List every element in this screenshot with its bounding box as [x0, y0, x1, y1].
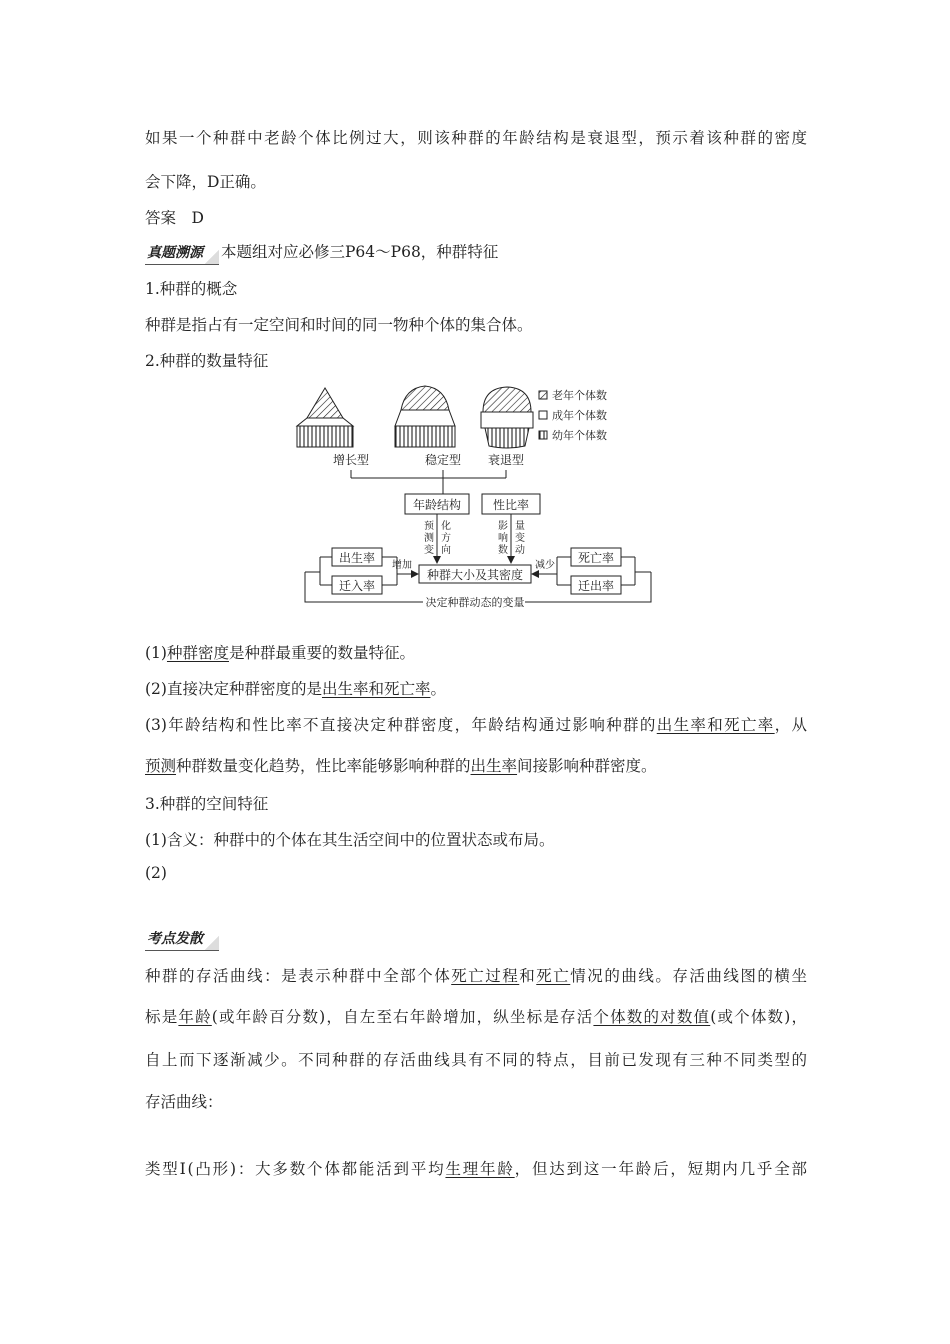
- vtext-4c: 动: [515, 545, 525, 556]
- text: 种群的存活曲线：是表示种群中全部个体: [145, 967, 452, 985]
- legend: [539, 388, 607, 442]
- text: ，但达到这一年龄后，短期内几乎全部: [514, 1160, 807, 1178]
- section-tag: 真题溯源: [145, 242, 219, 265]
- center-label: 种群大小及其密度: [426, 568, 524, 582]
- paragraph-line: [145, 1005, 807, 1027]
- paragraph-line: 存活曲线：: [145, 1093, 223, 1111]
- vtext-1c: 变: [424, 545, 434, 556]
- vtext-4: 量: [515, 521, 525, 532]
- text: (或个体数)，: [710, 1008, 807, 1026]
- text: (1): [145, 644, 167, 662]
- paragraph-line: 自上而下逐渐减少。不同种群的存活曲线具有不同的特点，目前已发现有三种不同类型的: [145, 1051, 807, 1069]
- point-1: [145, 641, 415, 663]
- text: 类型Ⅰ(凸形)：大多数个体都能活到平均: [145, 1160, 446, 1178]
- section-tag: 考点发散: [145, 928, 219, 951]
- section-title: 2.种群的数量特征: [145, 352, 269, 370]
- bottom-label: 决定种群动态的变量: [425, 596, 525, 609]
- underlined-term: 生理年龄: [445, 1160, 515, 1178]
- point-2: [145, 677, 446, 699]
- paragraph-line: 如果一个种群中老龄个体比例过大，则该种群的年龄结构是衰退型，预示着该种群的密度: [145, 129, 807, 147]
- immigration-label: 迁入率: [338, 579, 376, 593]
- text: 是种群最重要的数量特征。: [228, 644, 415, 662]
- section-title: 3.种群的空间特征: [145, 795, 269, 813]
- age-structure-label: 年龄结构: [412, 498, 462, 512]
- text: ，从: [774, 716, 807, 734]
- section-title: 1.种群的概念: [145, 280, 238, 298]
- underlined-term: 死亡: [536, 967, 571, 985]
- point-3-cont: [145, 754, 657, 776]
- paragraph-line: 会下降，D正确。: [145, 173, 266, 191]
- answer: 答案 D: [145, 209, 204, 227]
- text: (或年龄百分数)，自左至右年龄增加，纵坐标是存活: [211, 1008, 594, 1026]
- vtext-4b: 变: [515, 533, 525, 544]
- underlined-term: 死亡过程: [451, 967, 520, 985]
- paragraph-line: (1)含义：种群中的个体在其生活空间中的位置状态或布局。: [145, 831, 555, 849]
- point-3: [145, 713, 807, 735]
- underlined-term: 预测: [145, 757, 177, 775]
- vtext-1: 预: [424, 521, 434, 532]
- decline-pyramid-icon: [481, 387, 533, 448]
- text: 情况的曲线。存活曲线图的横坐: [570, 967, 807, 985]
- text: 和: [519, 967, 537, 985]
- vtext-3c: 数: [498, 545, 508, 556]
- text: 间接影响种群密度。: [517, 757, 657, 775]
- legend-old: 老年个体数: [552, 389, 607, 402]
- sex-ratio-label: 性比率: [492, 498, 530, 512]
- underlined-term: 种群密度: [166, 644, 229, 662]
- label-growth: 增长型: [332, 453, 370, 467]
- decrease-label: 减少: [535, 560, 555, 571]
- vtext-1b: 测: [424, 533, 434, 544]
- paragraph-line: (2): [145, 864, 167, 882]
- vtext-2c: 向: [441, 545, 451, 556]
- text: (3)年龄结构和性比率不直接决定种群密度，年龄结构通过影响种群的: [145, 716, 657, 734]
- increase-label: 增加: [392, 560, 412, 571]
- emigration-label: 迁出率: [577, 579, 615, 593]
- underlined-term: 出生率和死亡率: [321, 680, 431, 698]
- text: 种群数量变化趋势，性比率能够影响种群的: [176, 757, 471, 775]
- source-line: [145, 240, 498, 265]
- paragraph-line: 种群是指占有一定空间和时间的同一物种个体的集合体。: [145, 316, 533, 334]
- population-diagram: [295, 382, 665, 610]
- growth-pyramid-icon: [297, 388, 353, 447]
- point-tag-line: [145, 928, 221, 951]
- text: 标是: [145, 1008, 179, 1026]
- underlined-term: 个体数的对数值: [593, 1008, 711, 1026]
- vtext-2b: 方: [441, 533, 451, 544]
- label-decline: 衰退型: [487, 453, 525, 467]
- vtext-3: 影: [498, 521, 508, 532]
- vtext-2: 化: [441, 521, 451, 532]
- death-rate-label: 死亡率: [577, 551, 615, 565]
- paragraph-line: [145, 964, 807, 986]
- legend-adult: 成年个体数: [552, 409, 607, 422]
- underlined-term: 出生率和死亡率: [656, 716, 775, 734]
- underlined-term: 出生率: [470, 757, 518, 775]
- label-stable: 稳定型: [424, 453, 462, 467]
- birth-rate-label: 出生率: [338, 551, 376, 565]
- underlined-term: 年龄: [178, 1008, 212, 1026]
- source-text: 本题组对应必修三P64～P68，种群特征: [221, 243, 499, 261]
- paragraph-line: [145, 1157, 807, 1179]
- text: 。: [430, 680, 446, 698]
- legend-young: 幼年个体数: [552, 429, 607, 442]
- stable-pyramid-icon: [395, 386, 455, 447]
- text: (2)直接决定种群密度的是: [145, 680, 322, 698]
- vtext-3b: 响: [498, 533, 508, 544]
